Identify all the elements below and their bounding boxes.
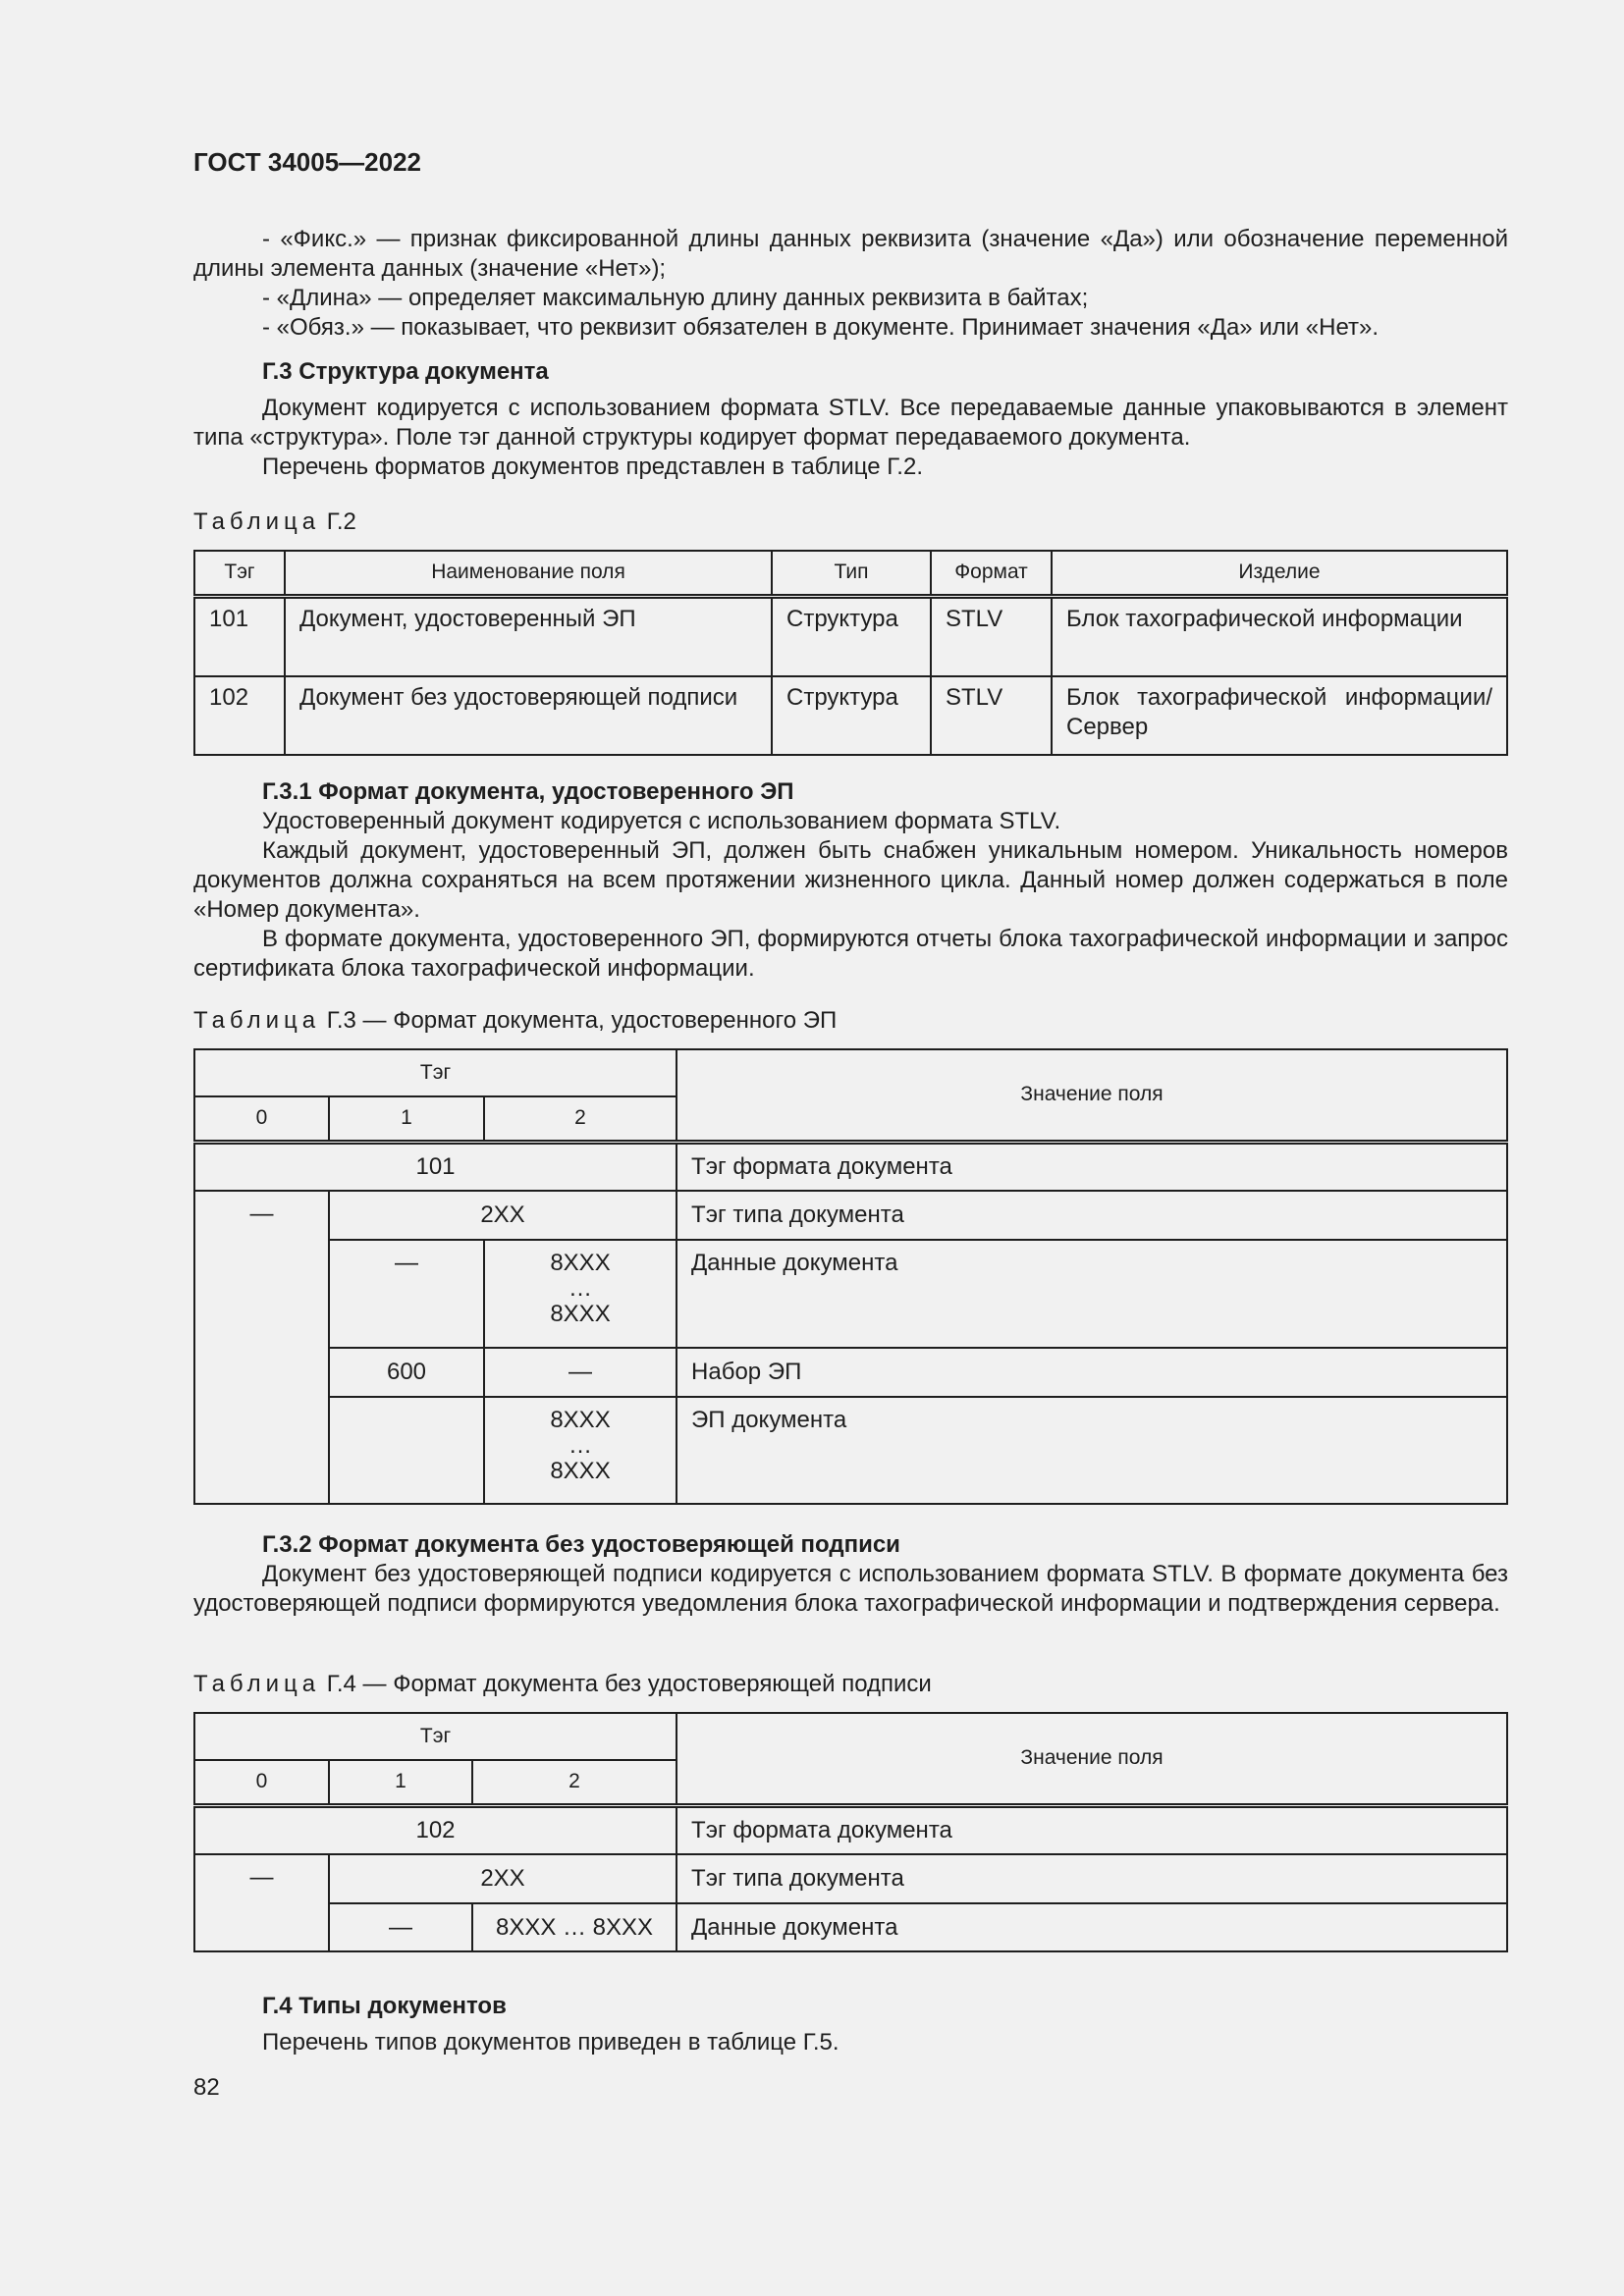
table-row (194, 676, 1507, 755)
column-header: 1 (329, 1096, 484, 1142)
table-cell: Документ, удостоверенный ЭП (285, 596, 772, 676)
column-header: Значение поля (677, 1713, 1507, 1805)
paragraph: Перечень типов документов приведен в таблице Г.5. (262, 2029, 839, 2056)
table-cell: Тэг типа документа (677, 1854, 1507, 1903)
column-header: Формат (931, 551, 1052, 596)
caption-text: Г.3 — Формат документа, удостоверенного ЭП (326, 1007, 838, 1034)
table-cell: Структура (772, 596, 931, 676)
caption-text: Г.4 — Формат документа без удостоверяющей подписи (326, 1671, 932, 1697)
table-cell: Данные документа (677, 1903, 1507, 1951)
intro-list (193, 225, 1508, 343)
document-header: ГОСТ 34005—2022 (193, 147, 421, 177)
table-cell: 101 (194, 1142, 677, 1191)
caption-label: Таблица (193, 508, 321, 535)
section-heading: Г.3.1 Формат документа, удостоверенного ЭП (262, 778, 794, 805)
table-row (194, 1348, 1507, 1397)
paragraph: Перечень форматов документов представлен в таблице Г.2. (262, 454, 923, 480)
section-g4 (193, 1992, 1508, 2057)
caption-text: Г.2 (326, 508, 356, 535)
table-header-row (194, 1713, 1507, 1760)
table-cell: 600 (329, 1348, 484, 1397)
table-row (194, 1903, 1507, 1951)
table-cell: — (329, 1903, 472, 1951)
table-cell: Блок тахографической информации (1052, 596, 1507, 676)
column-header: 2 (472, 1760, 677, 1805)
column-header: 2 (484, 1096, 677, 1142)
table-cell (484, 1240, 677, 1348)
paragraph: Документ без удостоверяющей подписи кодируется с использованием формата STLV. В формате документа без удостоверяющей подписи формируются уведомления блока тахографической информации и подтверждения сервера. (193, 1561, 1508, 1617)
table-cell: — (194, 1854, 329, 1951)
table-cell (484, 1397, 677, 1504)
table-cell: Тэг типа документа (677, 1191, 1507, 1240)
table-cell: — (329, 1240, 484, 1348)
column-header: Значение поля (677, 1049, 1507, 1142)
table-cell: 101 (194, 596, 285, 676)
table-row (194, 1397, 1507, 1504)
table-cell: Тэг формата документа (677, 1805, 1507, 1854)
table-cell: STLV (931, 596, 1052, 676)
table-header-row (194, 551, 1507, 596)
column-header: Изделие (1052, 551, 1507, 596)
table-cell: 2XX (329, 1854, 677, 1903)
table-caption (193, 507, 1508, 537)
paragraph: Документ кодируется с использованием формата STLV. Все передаваемые данные упаковываются в элемент типа «структура». Поле тэг данной структуры кодирует формат передаваемого документа. (193, 395, 1508, 451)
table-cell: — (484, 1348, 677, 1397)
table-cell: — (194, 1191, 329, 1504)
column-header: Тэг (194, 1713, 677, 1760)
section-heading: Г.4 Типы документов (262, 1993, 507, 2019)
table-row (194, 1805, 1507, 1854)
table-cell: 2XX (329, 1191, 677, 1240)
column-header: 0 (194, 1760, 329, 1805)
column-header: Тэг (194, 551, 285, 596)
column-header: 0 (194, 1096, 329, 1142)
table-cell: Набор ЭП (677, 1348, 1507, 1397)
caption-label: Таблица (193, 1007, 321, 1034)
table-cell (329, 1397, 484, 1504)
intro-item-required: - «Обяз.» — показывает, что реквизит обязателен в документе. Принимает значения «Да» или «Нет». (262, 314, 1380, 341)
table-caption (193, 1006, 1508, 1036)
column-header: Тэг (194, 1049, 677, 1096)
table-cell: Данные документа (677, 1240, 1507, 1348)
column-header: Тип (772, 551, 931, 596)
cell-line: … (568, 1275, 593, 1302)
table-row (194, 1142, 1507, 1191)
cell-line: 8XXX (550, 1407, 611, 1433)
table-g3 (193, 1048, 1508, 1505)
intro-item-fixed: - «Фикс.» — признак фиксированной длины данных реквизита (значение «Да») или обозначение переменной длины элемента данных (значение «Нет»); (193, 226, 1508, 282)
table-row (194, 596, 1507, 676)
cell-line: 8XXX (550, 1458, 611, 1484)
table-cell: 8XXX … 8XXX (472, 1903, 677, 1951)
table-row (194, 1854, 1507, 1903)
cell-line: … (568, 1432, 593, 1459)
table-row (194, 1191, 1507, 1240)
table-cell: Блок тахографической информации/ Сервер (1052, 676, 1507, 755)
paragraph: Каждый документ, удостоверенный ЭП, должен быть снабжен уникальным номером. Уникальность номеров документов должна сохраняться на всем протяжении жизненного цикла. Данный номер должен содержаться в поле «Номер документа». (193, 837, 1508, 923)
paragraph: Удостоверенный документ кодируется с использованием формата STLV. (262, 808, 1061, 834)
section-g3 (193, 357, 1508, 482)
table-g2 (193, 550, 1508, 756)
page-number: 82 (193, 2074, 220, 2101)
table-header-row (194, 1049, 1507, 1096)
table-row (194, 1240, 1507, 1348)
table-cell: Структура (772, 676, 931, 755)
section-heading: Г.3.2 Формат документа без удостоверяющей подписи (262, 1531, 900, 1558)
section-heading: Г.3 Структура документа (262, 358, 549, 385)
cell-line: 8XXX (550, 1250, 611, 1276)
caption-label: Таблица (193, 1671, 321, 1697)
section-g3-2 (193, 1530, 1508, 1619)
table-cell: ЭП документа (677, 1397, 1507, 1504)
table-caption (193, 1670, 1508, 1699)
table-cell: 102 (194, 1805, 677, 1854)
column-header: Наименование поля (285, 551, 772, 596)
paragraph: В формате документа, удостоверенного ЭП, формируются отчеты блока тахографической информации и запрос сертификата блока тахографической информации. (193, 926, 1508, 982)
table-cell: Тэг формата документа (677, 1142, 1507, 1191)
table-g4 (193, 1712, 1508, 1952)
intro-item-length: - «Длина» — определяет максимальную длину данных реквизита в байтах; (262, 285, 1089, 311)
section-g3-1 (193, 777, 1508, 984)
column-header: 1 (329, 1760, 472, 1805)
cell-line: 8XXX (550, 1301, 611, 1327)
table-cell: 102 (194, 676, 285, 755)
table-cell: Документ без удостоверяющей подписи (285, 676, 772, 755)
table-cell: STLV (931, 676, 1052, 755)
